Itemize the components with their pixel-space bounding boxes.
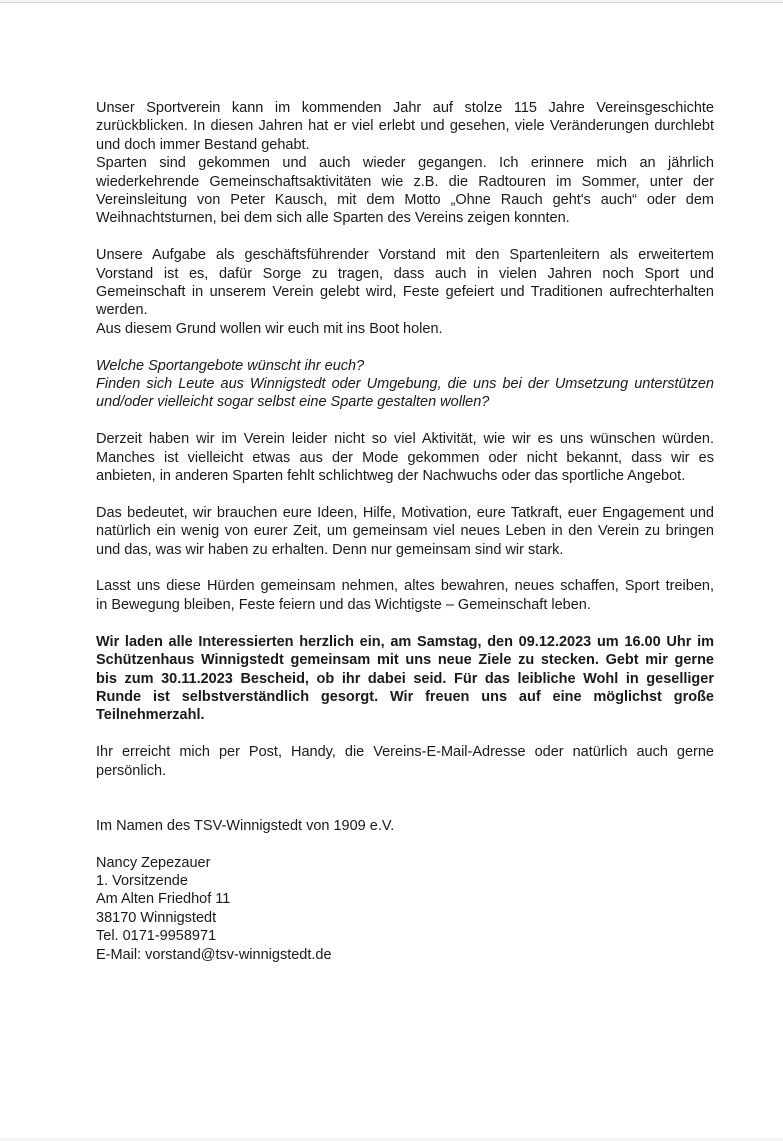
text-line: Teilnehmerzahl.: [96, 707, 205, 724]
signature-street: Am Alten Friedhof 11: [96, 891, 231, 908]
signature-role: 1. Vorsitzende: [96, 872, 188, 889]
text-line: zurückblicken. In diesen Jahren hat er viel erlebt und gesehen, viele Veränderungen durchlebt: [96, 118, 714, 135]
paragraph-club-history: [96, 99, 714, 228]
text-line: und das, was wir haben zu erhalten. Denn nur gemeinsam sind wir stark.: [96, 541, 564, 558]
text-line: anbieten, in anderen Sparten fehlt schlichtweg der Nachwuchs oder das sportliche Angebot.: [96, 468, 686, 485]
text-line: Runde ist selbstverständlich gesorgt. Wir freuen uns auf eine möglichst große: [96, 688, 714, 705]
paragraph-current-activity: [96, 430, 714, 485]
text-line: Das bedeutet, wir brauchen eure Ideen, Hilfe, Motivation, eure Tatkraft, euer Engagement und: [96, 504, 714, 521]
text-line: Unser Sportverein kann im kommenden Jahr auf stolze 115 Jahre Vereinsgeschichte: [96, 100, 714, 116]
text-line: Wir laden alle Interessierten herzlich ein, am Samstag, den 09.12.2023 um 16.00 Uhr im: [96, 633, 714, 650]
document-page: [0, 2, 783, 1138]
signature-email: E-Mail: vorstand@tsv-winnigstedt.de: [96, 946, 332, 963]
paragraph-invitation: [96, 633, 714, 725]
text-line: Vereinsleitung von Peter Kausch, mit dem Motto „Ohne Rauch geht's auch“ oder dem: [96, 192, 714, 209]
text-line: Aus diesem Grund wollen wir euch mit ins Boot holen.: [96, 320, 443, 337]
text-line: werden.: [96, 302, 148, 319]
text-line: Sparten sind gekommen und auch wieder gegangen. Ich erinnere mich an jährlich: [96, 155, 714, 172]
text-line: Schützenhaus Winnigstedt gemeinsam mit uns neue Ziele zu stecken. Gebt mir gerne: [96, 652, 714, 669]
text-line: Unsere Aufgabe als geschäftsführender Vorstand mit den Spartenleitern als erweitertem: [96, 247, 714, 264]
signature-block: [96, 854, 714, 964]
text-line: Gemeinschaft in unserem Verein gelebt wird, Feste gefeiert und Traditionen aufrechterhalten: [96, 284, 714, 301]
paragraph-contact: [96, 743, 714, 780]
text-line: persönlich.: [96, 762, 167, 779]
text-line: und doch immer Bestand gehabt.: [96, 136, 310, 153]
paragraph-appeal: [96, 577, 714, 614]
letter-body: [96, 99, 714, 964]
text-line: Derzeit haben wir im Verein leider nicht so viel Aktivität, wie wir es uns wünschen würden.: [96, 431, 714, 448]
text-line: natürlich ein wenig von eurer Zeit, um gemeinsam viel neues Leben in den Verein zu bringen: [96, 523, 714, 540]
text-line: wiederkehrende Gemeinschaftsaktivitäten wie z.B. die Radtouren im Sommer, unter der: [96, 173, 714, 190]
text-line: in Bewegung bleiben, Feste feiern und das Wichtigste – Gemeinschaft leben.: [96, 596, 591, 613]
paragraph-board-task: [96, 246, 714, 338]
paragraph-needs: [96, 504, 714, 559]
text-line: und/oder vielleicht sogar selbst eine Sparte gestalten wollen?: [96, 394, 490, 411]
text-line: Manches ist vielleicht etwas aus der Mode gekommen oder nicht bekannt, dass wir es: [96, 449, 714, 466]
text-line: Welche Sportangebote wünscht ihr euch?: [96, 357, 365, 374]
text-line: Ihr erreicht mich per Post, Handy, die Vereins-E-Mail-Adresse oder natürlich auch gerne: [96, 744, 714, 761]
text-line: Vorstand ist es, dafür Sorge zu tragen, dass auch in vielen Jahren noch Sport und: [96, 265, 714, 282]
signature-phone: Tel. 0171-9958971: [96, 928, 217, 945]
text-line: Finden sich Leute aus Winnigstedt oder Umgebung, die uns bei der Umsetzung unterstützen: [96, 376, 714, 393]
text-line: Lasst uns diese Hürden gemeinsam nehmen, altes bewahren, neues schaffen, Sport treiben,: [96, 578, 714, 595]
closing-line: Im Namen des TSV-Winnigstedt von 1909 e.V.: [96, 817, 395, 834]
paragraph-questions: [96, 357, 714, 412]
signature-city: 38170 Winnigstedt: [96, 909, 217, 926]
signature-name: Nancy Zepezauer: [96, 854, 211, 871]
text-line: Weihnachtsturnen, bei dem sich alle Sparten des Vereins zeigen konnten.: [96, 210, 570, 227]
text-line: bis zum 30.11.2023 Bescheid, ob ihr dabei seid. Für das leibliche Wohl in geselliger: [96, 670, 714, 687]
